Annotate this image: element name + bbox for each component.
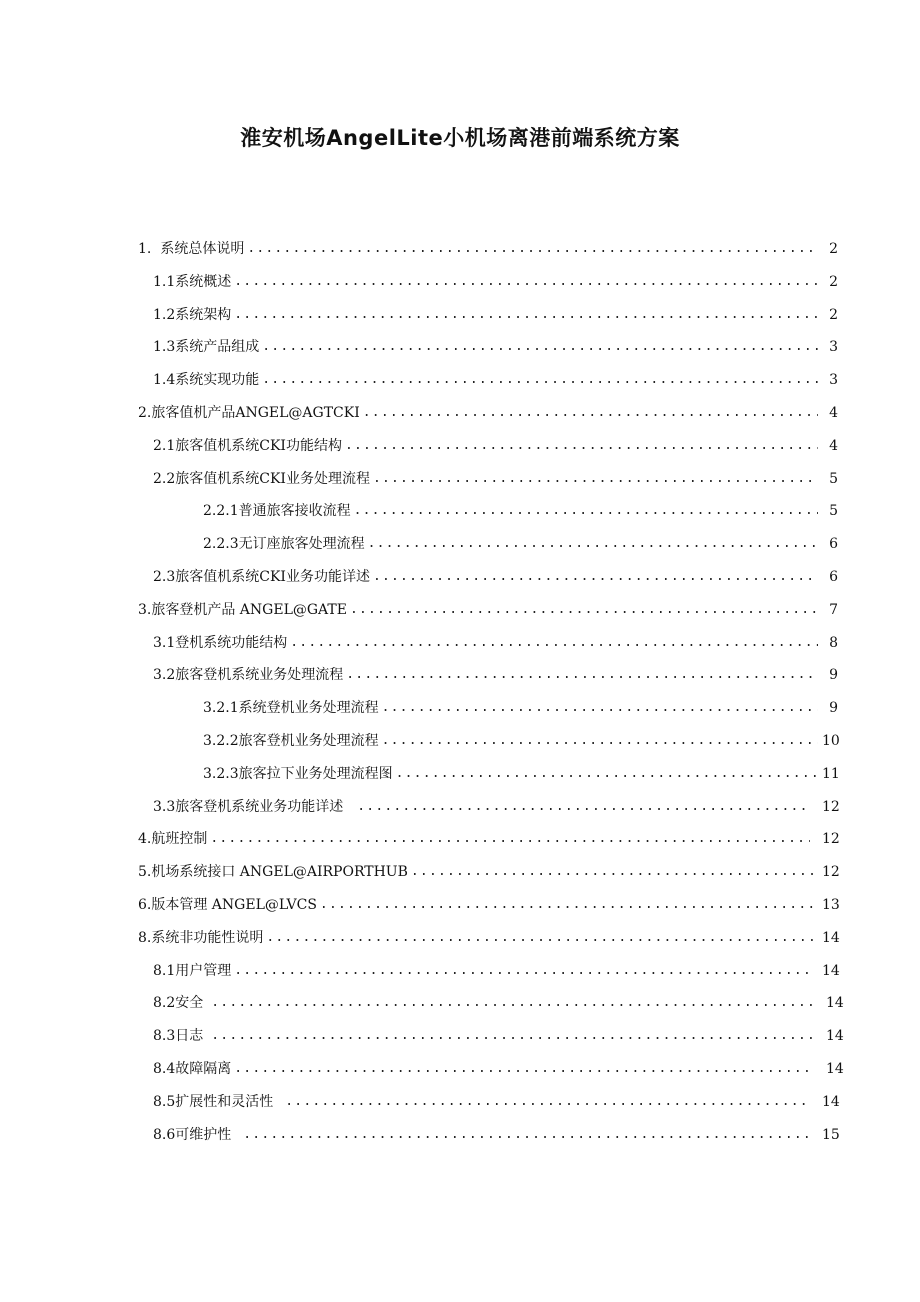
toc-entry-label: 系统产品组成 (175, 339, 260, 356)
toc-entry-label: 旅客值机系统CKI功能结构 (175, 437, 342, 454)
toc-leader-dots (211, 987, 814, 1020)
toc-entry-label: 旅客值机系统CKI业务处理流程 (175, 470, 370, 487)
toc-entry-page: 8 (829, 634, 838, 651)
toc-entry-page: 5 (829, 470, 838, 487)
table-of-contents (0, 233, 920, 1151)
toc-entry[interactable] (0, 495, 920, 528)
toc-entry-number: 4. (138, 831, 152, 848)
toc-entry-page: 12 (822, 864, 840, 881)
toc-entry[interactable] (0, 758, 920, 791)
toc-entry-number: 1.4 (153, 372, 176, 389)
toc-entry-page: 14 (822, 1093, 840, 1110)
toc-entry[interactable] (0, 561, 920, 594)
toc-entry[interactable] (0, 955, 920, 988)
toc-entry-page: 11 (822, 765, 840, 782)
toc-leader-dots (411, 856, 818, 889)
toc-entry-number: 2.2 (153, 470, 176, 487)
toc-entry-label: 旅客值机系统CKI业务功能详述 (175, 568, 370, 585)
toc-entry-label: 旅客值机产品ANGEL@AGTCKI (151, 404, 360, 421)
toc-entry-page: 13 (822, 896, 840, 913)
toc-entry[interactable] (0, 987, 920, 1020)
toc-leader-dots (262, 364, 818, 397)
toc-entry-page: 2 (829, 306, 838, 323)
toc-entry-number: 6. (138, 896, 152, 913)
toc-entry[interactable] (0, 823, 920, 856)
toc-entry-number: 5. (138, 864, 152, 881)
toc-entry-label: 用户管理 (175, 962, 232, 979)
toc-entry-label: 可维护性 (175, 1126, 232, 1143)
toc-leader-dots (350, 594, 818, 627)
toc-entry[interactable] (0, 627, 920, 660)
toc-entry-label: 登机系统功能结构 (175, 634, 288, 651)
toc-entry-label: 系统实现功能 (175, 372, 260, 389)
toc-entry-label: 版本管理 ANGEL@LVCS (151, 896, 317, 913)
document-title: 淮安机场AngelLite小机场离港前端系统方案 (240, 126, 680, 150)
toc-leader-dots (285, 1086, 810, 1119)
toc-entry-number: 8.6 (153, 1126, 176, 1143)
toc-entry-number: 8.5 (153, 1093, 176, 1110)
toc-entry-label: 旅客拉下业务处理流程图 (238, 765, 393, 782)
toc-entry-number: 1. (138, 241, 152, 257)
toc-leader-dots (234, 955, 810, 988)
toc-entry-label: 系统总体说明 (160, 241, 245, 257)
toc-entry[interactable] (0, 1020, 920, 1053)
toc-leader-dots (266, 922, 818, 955)
toc-entry[interactable] (0, 889, 920, 922)
toc-leader-dots (243, 1119, 810, 1152)
toc-entry-page: 14 (826, 1060, 844, 1077)
toc-entry-label: 安全 (175, 995, 204, 1012)
toc-leader-dots (368, 528, 818, 561)
toc-entry[interactable] (0, 791, 920, 824)
toc-entry-label: 旅客登机系统业务处理流程 (175, 667, 344, 684)
toc-leader-dots (234, 1053, 814, 1086)
toc-entry-label: 系统非功能性说明 (151, 929, 264, 946)
toc-entry-label: 系统概述 (175, 273, 232, 290)
toc-entry[interactable] (0, 1086, 920, 1119)
toc-entry[interactable] (0, 463, 920, 496)
toc-entry-label: 航班控制 (151, 831, 208, 848)
toc-entry-label: 无订座旅客处理流程 (238, 536, 365, 553)
toc-entry-page: 3 (829, 339, 838, 356)
toc-entry[interactable] (0, 364, 920, 397)
toc-leader-dots (290, 627, 818, 660)
toc-entry-label: 日志 (175, 1028, 204, 1045)
toc-entry-page: 5 (829, 503, 838, 520)
toc-entry-number: 8.4 (153, 1060, 176, 1077)
toc-entry-number: 8.1 (153, 962, 176, 979)
toc-leader-dots (382, 692, 818, 725)
toc-entry-number: 3. (138, 601, 152, 618)
toc-entry-number: 2.1 (153, 437, 176, 454)
toc-entry[interactable] (0, 725, 920, 758)
toc-entry-page: 14 (822, 962, 840, 979)
toc-entry-page: 14 (826, 1028, 844, 1045)
toc-entry-number: 8.3 (153, 1028, 176, 1045)
toc-entry[interactable] (0, 692, 920, 725)
toc-entry-label: 故障隔离 (175, 1060, 232, 1077)
toc-leader-dots (345, 430, 818, 463)
toc-entry-page: 3 (829, 372, 838, 389)
toc-entry-number: 2.2.1 (203, 503, 239, 520)
toc-entry-label: 普通旅客接收流程 (238, 503, 351, 520)
toc-entry-number: 1.3 (153, 339, 176, 356)
toc-entry[interactable] (0, 299, 920, 332)
toc-entry[interactable] (0, 922, 920, 955)
toc-entry-page: 14 (822, 929, 840, 946)
toc-leader-dots (357, 791, 810, 824)
toc-entry-page: 15 (822, 1126, 840, 1143)
toc-entry-number: 8. (138, 929, 152, 946)
toc-entry-number: 2.2.3 (203, 536, 239, 553)
toc-entry[interactable] (0, 856, 920, 889)
toc-leader-dots (210, 823, 810, 856)
toc-entry[interactable] (0, 266, 920, 299)
toc-entry-number: 1.1 (153, 273, 176, 290)
toc-leader-dots (373, 561, 818, 594)
toc-entry-page: 7 (829, 601, 838, 618)
toc-entry-number: 3.1 (153, 634, 176, 651)
toc-entry-number: 1.2 (153, 306, 176, 323)
toc-entry[interactable] (0, 659, 920, 692)
toc-entry-label: 旅客登机业务处理流程 (238, 732, 379, 749)
toc-entry-page: 2 (829, 241, 838, 257)
toc-entry-label: 系统架构 (175, 306, 232, 323)
toc-leader-dots (211, 1020, 814, 1053)
toc-leader-dots (346, 659, 818, 692)
toc-leader-dots (382, 725, 818, 758)
toc-entry-number: 3.3 (153, 798, 176, 815)
toc-entry[interactable] (0, 1119, 920, 1152)
toc-entry-label: 机场系统接口 ANGEL@AIRPORTHUB (151, 864, 408, 881)
toc-entry-number: 2.3 (153, 568, 176, 585)
toc-entry[interactable] (0, 528, 920, 561)
toc-entry[interactable] (0, 1053, 920, 1086)
toc-entry-page: 10 (822, 732, 840, 749)
toc-leader-dots (363, 397, 818, 430)
toc-entry-page: 12 (822, 831, 840, 848)
toc-entry[interactable] (0, 233, 920, 266)
toc-entry-page: 9 (829, 700, 838, 717)
toc-leader-dots (234, 299, 818, 332)
toc-entry-number: 2. (138, 404, 152, 421)
toc-entry-label: 旅客登机产品 ANGEL@GATE (151, 601, 347, 618)
toc-entry[interactable] (0, 430, 920, 463)
toc-entry-page: 2 (829, 273, 838, 290)
toc-leader-dots (396, 758, 818, 791)
toc-entry-page: 9 (829, 667, 838, 684)
toc-entry-label: 扩展性和灵活性 (175, 1093, 274, 1110)
toc-leader-dots (373, 463, 818, 496)
toc-entry-label: 系统登机业务处理流程 (238, 700, 379, 717)
toc-entry[interactable] (0, 594, 920, 627)
toc-leader-dots (234, 266, 818, 299)
toc-entry-page: 6 (829, 536, 838, 553)
toc-entry-page: 12 (822, 798, 840, 815)
toc-entry[interactable] (0, 331, 920, 364)
toc-entry-label: 旅客登机系统业务功能详述 (175, 798, 344, 815)
toc-entry-page: 4 (829, 404, 838, 421)
toc-entry-number: 3.2.2 (203, 732, 239, 749)
toc-leader-dots (320, 889, 818, 922)
toc-entry-page: 4 (829, 437, 838, 454)
toc-leader-dots (354, 495, 818, 528)
toc-entry-number: 3.2 (153, 667, 176, 684)
toc-entry-page: 6 (829, 568, 838, 585)
toc-entry[interactable] (0, 397, 920, 430)
toc-entry-number: 3.2.1 (203, 700, 239, 717)
toc-entry-page: 14 (826, 995, 844, 1012)
toc-leader-dots (262, 331, 818, 364)
toc-entry-number: 8.2 (153, 995, 176, 1012)
toc-leader-dots (247, 233, 818, 266)
toc-entry-number: 3.2.3 (203, 765, 239, 782)
